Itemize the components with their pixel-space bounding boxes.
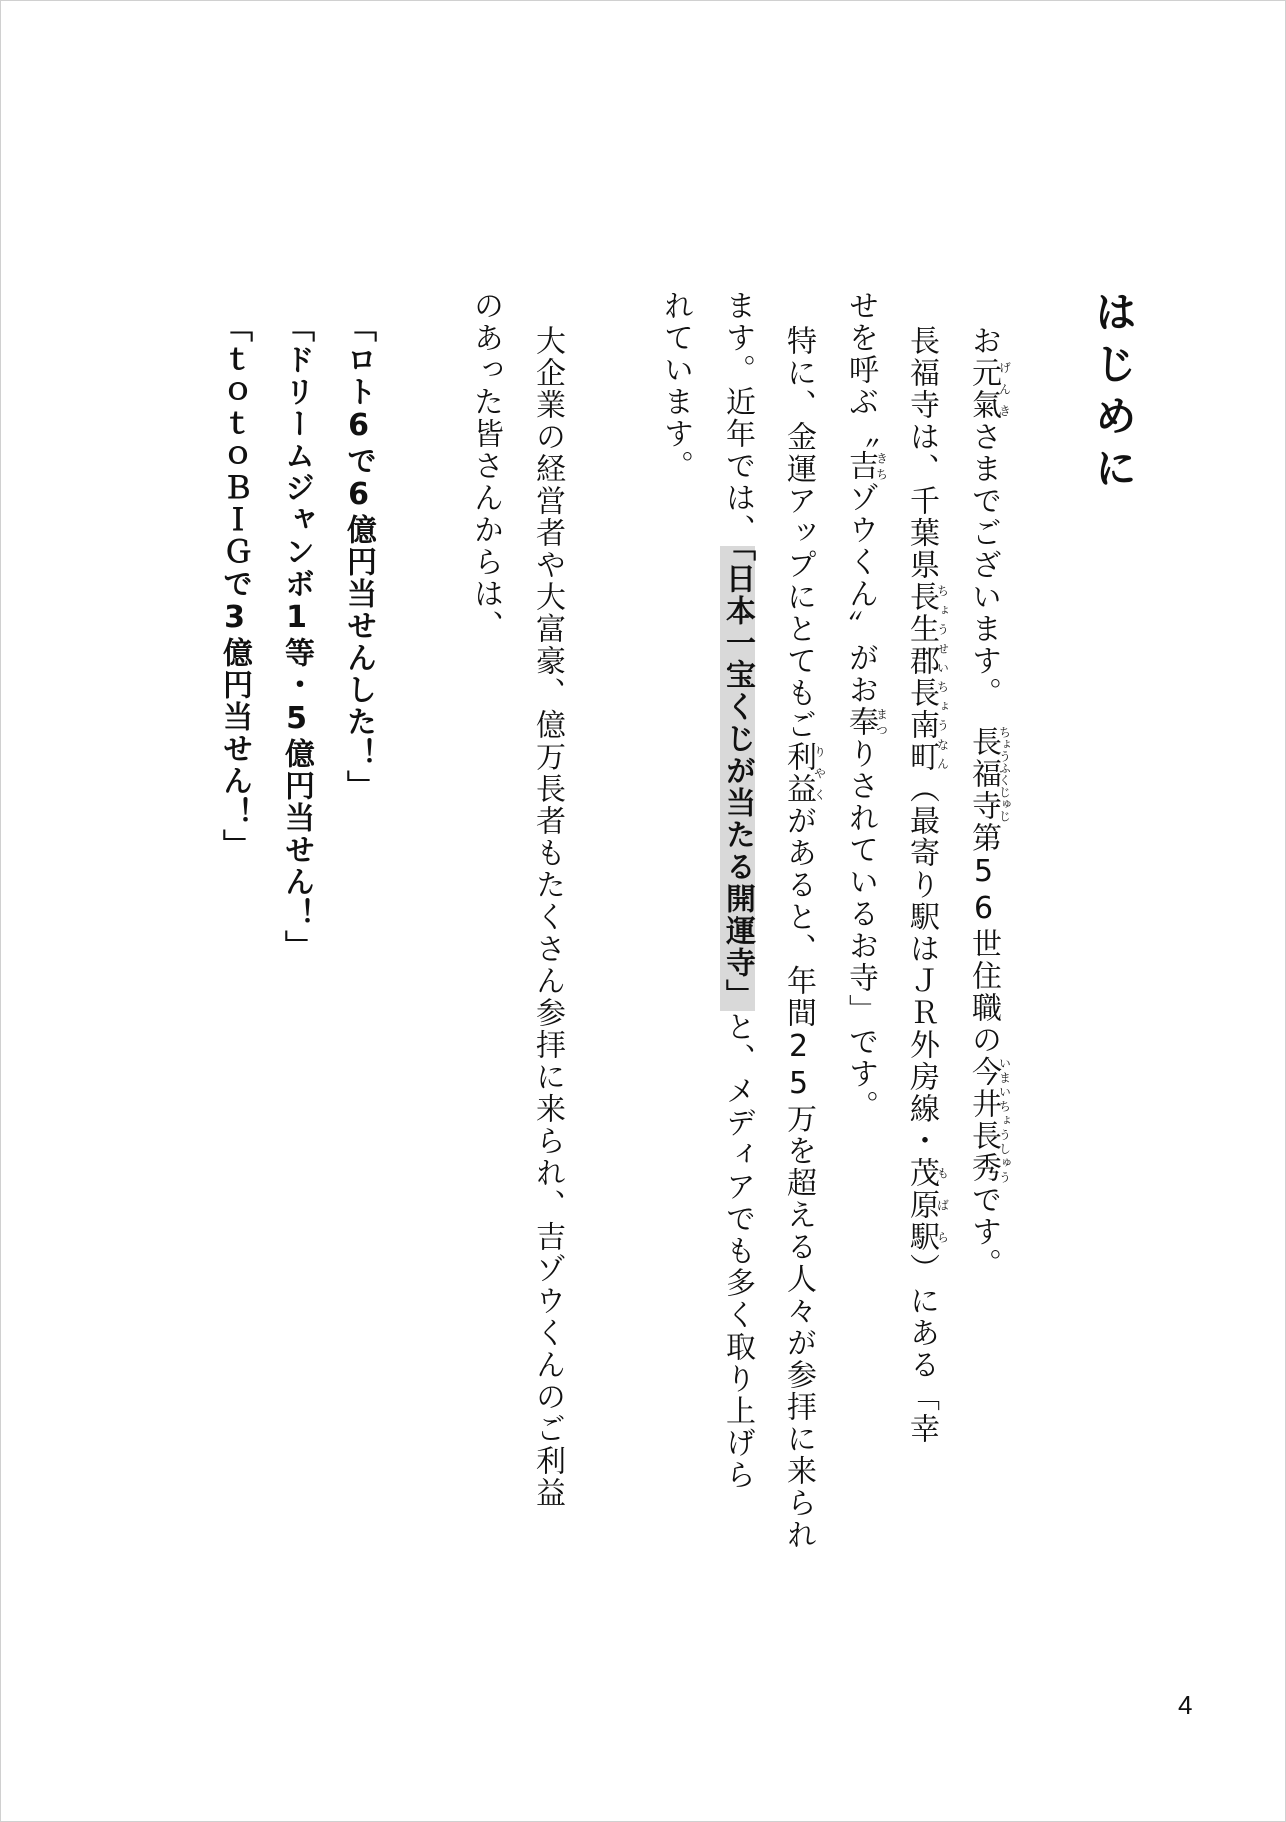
text-segment: （最寄り駅はＪＲ外房線・ [904,773,939,1157]
paragraph-2-column-2 [845,290,888,1122]
ruby-base: 長南町 [904,677,939,773]
ruby-reading: きち [874,450,889,482]
text-segment: ）にある「幸 [904,1253,939,1445]
text-segment: と、メディアでも多く取り上げら [720,1011,755,1491]
text-segment: さまでございます。 [966,421,1001,694]
ruby-chonan [904,677,950,773]
text-segment: お [966,325,1001,357]
paragraph-1-column-1 [968,325,1011,1280]
ruby-genki [966,357,1012,421]
ruby-base: 吉 [843,450,878,482]
paragraph-4-column-1: 大企業の経営者や大富豪、億万長者もたくさん参拝に来られ、吉ゾウくんのご利益 [530,325,565,1509]
paragraph-3-column-3: れています。 [658,290,693,482]
ruby-base: 長生郡 [904,581,939,677]
ruby-reading: もばら [935,1157,950,1253]
text-segment: 長福寺は、千葉県 [904,325,939,581]
ruby-base: 今井長秀 [966,1056,1001,1184]
text-segment: ゾウくん〟がお [843,482,878,706]
ruby-kichi [843,450,889,482]
ruby-reading: ちょうなん [935,677,950,773]
quote-lotto6: 「ロト6で6億円当せんした！」 [341,312,376,802]
ruby-reading: げんき [997,357,1012,421]
text-segment: せを呼ぶ〝 [843,290,878,450]
ruby-reading: ちょうふくじゅじ [997,726,1012,822]
page-title: はじめに [1089,290,1138,498]
text-segment: 特に、金運アップにとてもご [781,325,816,741]
text-segment [966,694,1001,726]
ruby-reading: ちょうせい [935,581,950,677]
ruby-reading: まつ [874,706,889,738]
text-segment: りされているお寺」です。 [843,738,878,1122]
ruby-base: 元氣 [966,357,1001,421]
ruby-base: 利益 [781,741,816,805]
page-number: 4 [1178,1690,1193,1720]
quote-toto-big: 「ｔｏｔｏＢＩＧで3億円当せん！」 [217,312,252,861]
text-segment: です。 [966,1184,1001,1280]
ruby-base: 茂原駅 [904,1157,939,1253]
ruby-chofukuji [966,726,1012,822]
ruby-riyaku [781,741,827,805]
paragraph-4-column-2: のあった皆さんからは、 [468,290,503,642]
ruby-name [966,1056,1012,1184]
ruby-reading: いまいちょうしゅう [997,1056,1012,1184]
highlighted-phrase: 「日本一宝くじが当たる開運寺」 [720,546,755,1011]
ruby-matsu [843,706,889,738]
paragraph-3-column-2 [720,290,755,1491]
text-segment: 第56世住職の [966,822,1001,1056]
quote-dream-jumbo: 「ドリームジャンボ1等・5億円当せん！」 [279,312,314,962]
ruby-chosei [904,581,950,677]
ruby-reading: りやく [812,741,827,805]
text-segment: があると、年間25万を超える人々が参拝に来られ [781,805,816,1551]
ruby-base: 奉 [843,706,878,738]
paragraph-2-column-1 [906,325,949,1445]
ruby-mobara [904,1157,950,1253]
text-segment: ます。近年では、 [720,290,755,546]
paragraph-3-column-1 [783,325,826,1551]
ruby-base: 長福寺 [966,726,1001,822]
